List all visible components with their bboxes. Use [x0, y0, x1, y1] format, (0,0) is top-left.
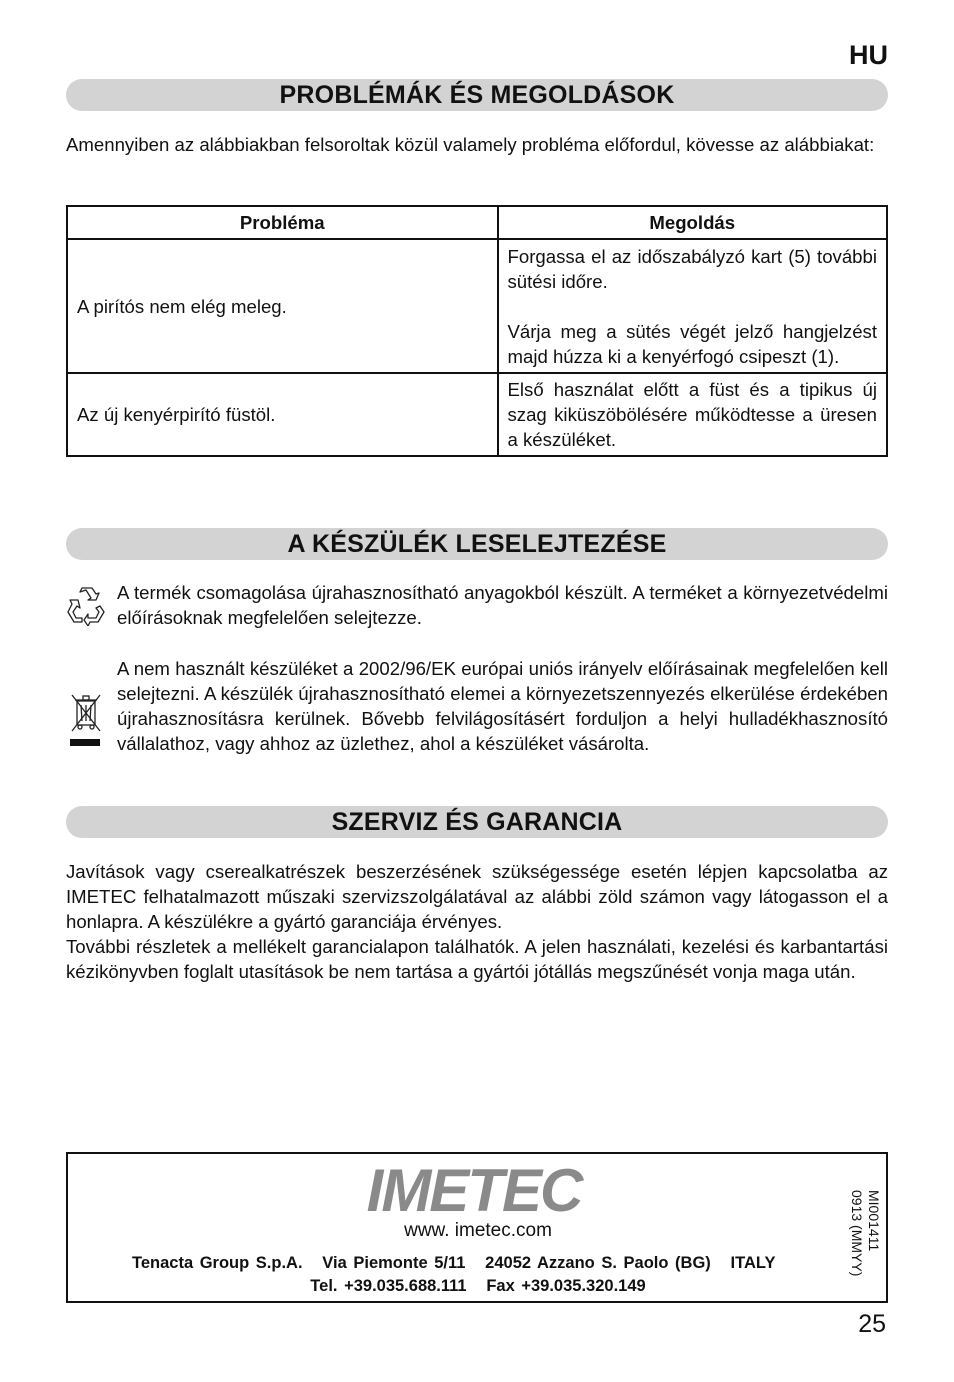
service-text-1: Javítások vagy cserealkatrészek beszerzésének szükségessége esetén lépjen kapcsolatba az IMETEC felhatalmazott műszaki szervizszolgálatával az alábbi zöld számon vagy látogasson el a honlapra. A készülékre a gyártó garanciája érvényes. — [66, 861, 888, 932]
intro-text: Amennyiben az alábbiakban felsoroltak közül valamely probléma előfordul, kövesse az alábbiakat: — [66, 134, 875, 155]
section-title: SZERVIZ ÉS GARANCIA — [331, 807, 623, 836]
column-header-solution: Megoldás — [498, 206, 888, 239]
section-header-service — [66, 806, 888, 838]
column-header-problem: Probléma — [67, 206, 498, 239]
table-header-row — [67, 206, 887, 239]
language-code: HU — [849, 40, 888, 70]
page-number: 25 — [858, 1310, 886, 1338]
intro-paragraph — [66, 132, 888, 157]
section-header-disposal — [66, 528, 888, 560]
doc-code: MI001411 — [866, 1190, 882, 1252]
solution-text: Várja meg a sütés végét jelző hangjelzést majd húzza ki a kenyérfogó csipeszt (1). — [507, 320, 877, 367]
service-paragraph — [66, 859, 888, 984]
section-header-problems — [66, 79, 888, 111]
website-link[interactable]: www. imetec.com — [404, 1220, 552, 1241]
section-title: A KÉSZÜLÉK LESELEJTEZÉSE — [287, 529, 667, 558]
weee-paragraph: A nem használt készüléket a 2002/96/EK európai uniós irányelv előírásainak megfelelően kell selejtezni. A készülék újrahasznosítható elemei a környezetszennyezés elkerülése érdekében újrahasznosításra kerülnek. Bővebb felvilágosításért forduljon a helyi hulladékhasznosító vállalathoz, vagy ahhoz az üzlethez, ahol a készüléket vásárolta. — [117, 658, 888, 754]
company-footer — [66, 1152, 888, 1303]
table-row — [67, 239, 887, 373]
solution-text: Első használat előtt a füst és a tipikus új szag kiküszöbölésére működtesse a üresen a készüléket. — [507, 379, 877, 450]
doc-date: 0913 (MMYY) — [849, 1190, 865, 1277]
company-contact: Tel. +39.035.688.111 Fax +39.035.320.149 — [310, 1277, 646, 1295]
problem-cell: A pirítós nem elég meleg. — [67, 239, 498, 373]
service-text-2: További részletek a mellékelt garancialapon találhatók. A jelen használati, kezelési és karbantartási kézikönyvben foglalt utasítások be nem tartása a gyártói jótállás megszűnését vonja maga után. — [66, 936, 888, 982]
table-row — [67, 373, 887, 456]
recycle-icon — [66, 586, 106, 631]
company-address: Tenacta Group S.p.A. Via Piemonte 5/11 24052 Azzano S. Paolo (BG) ITALY — [132, 1254, 776, 1272]
imetec-logo: IMETEC — [366, 1157, 582, 1224]
document-code — [822, 1190, 882, 1290]
solution-cell — [498, 373, 888, 456]
troubleshooting-table — [66, 205, 888, 457]
section-title: PROBLÉMÁK ÉS MEGOLDÁSOK — [279, 80, 675, 109]
problem-cell: Az új kenyérpirító füstöl. — [67, 373, 498, 456]
solution-text: Forgassa el az időszabályzó kart (5) további sütési időre. — [507, 245, 877, 292]
recycle-paragraph: A termék csomagolása újrahasznosítható anyagokból készült. A terméket a környezetvédelmi előírásoknak megfelelően selejtezze. — [117, 582, 888, 628]
crossed-bin-icon — [70, 693, 102, 754]
solution-cell — [498, 239, 888, 373]
